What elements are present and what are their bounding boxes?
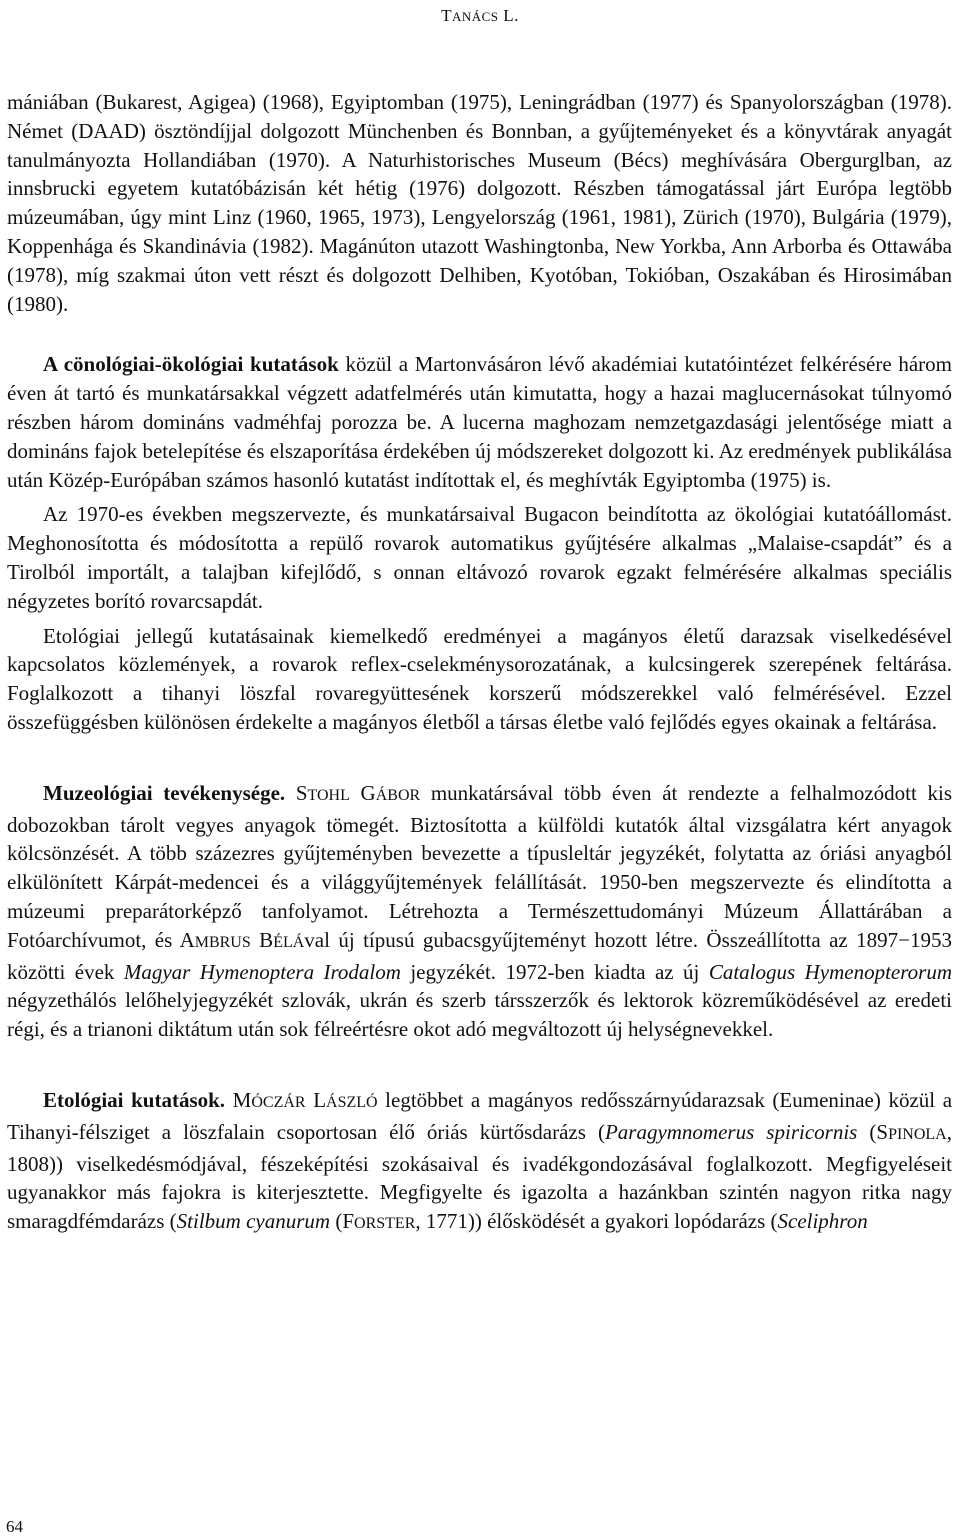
section-heading-museological: Muzeológiai tevékenysége. [43, 780, 286, 805]
paragraph-museological-activity: Muzeológiai tevékenysége. STOHL GÁBOR munkatársával több éven át rendezte a felhalmozódott kis dobozokban tárolt vegyes anyagok tömegét. Biztosította a külföldi kutatók által vizsgálatra kért anyagok kölcsönzését. A több százezres gyűjteményben bevezette a típusleltár jegyzékét, folytatta az óriási anyagból elkülönített Kárpát-medencei és a világgyűjtemények felállítását. 1950-ben megszervezte és elindította a múzeumi preparátorképző tanfolyamot. Létrehozta a Természettudományi Múzeum Állattárában a Fotóarchívumot, és AMBRUS BÉLÁval új típusú gubacsgyűjteményt hozott létre. Összeállította az 1897−1953 közötti évek Magyar Hymenoptera Irodalom jegyzékét. 1972-ben kiadta az új Catalogus Hymenopterorum négyzethálós lelőhelyjegyzékét szlovák, ukrán és szerb társszerzők és lektorok közreműködésével az eredeti régi, és a trianoni diktátum után sok félreértésre okot adó megváltozott új helységnevekkel. [7, 780, 953, 1042]
person-name: AMBRUS BÉLÁ [179, 927, 305, 952]
person-name: STOHL GÁBOR [295, 780, 421, 805]
species-name: Paragymnomerus spiricornis [604, 1119, 858, 1144]
paragraph-ethological-research: Etológiai kutatások. MÓCZÁR LÁSZLÓ legtöbbet a magányos redősszárnyúdarazsak (Eumeninae) közül a Tihanyi-félsziget a löszfalain csoportosan élő óriás kürtősdarázs (Paragymnomerus spiricornis (SPINOLA, 1808)) viselkedésmódjával, fészeképítési szokásaival és ivadékgondozásával foglalkozott. Megfigyeléseit ugyanakkor más fajokra is kiterjesztette. Megfigyelte és igazolta a hazánkban szintén nagyon ritka nagy smaragdfémdarázs (Stilbum cyanurum (FORSTER, 1771)) élősködését a gyakori lopódarázs (Sceliphron [7, 1087, 953, 1234]
paragraph-bugac-station: Az 1970-es években megszervezte, és munkatársaival Bugacon beindította az ökológiai kutatóállomást. Meghonosította és módosította a repülő rovarok automatikus gyűjtésére alkalmas „Malaise-csapdát” és a Tirolból importált, a talajban kifejlődő, s onnan eltávozó rovarok egzakt felmérésére alkalmas speciális négyzetes borító rovarcsapdát. [7, 502, 952, 613]
paragraph-travels: mániában (Bukarest, Agigea) (1968), Egyiptomban (1975), Leningrádban (1977) és Spanyolországban (1978). Német (DAAD) ösztöndíjjal dolgozott Münchenben és Bonnban, a gyűjteményeket és a könyvtárak anyagát tanulmányozta Hollandiában (1970). A Naturhistorisches Museum (Bécs) meghívására Obergurglban, az innsbrucki egyetem kutatóbázisán két hétig (1976) dolgozott. Részben támogatással járt Európa legtöbb múzeumában, úgy mint Linz (1960, 1965, 1973), Lengyelország (1961, 1981), Zürich (1970), Bulgária (1979), Koppenhága és Skandinávia (1982). Magánúton utazott Washingtonba, New Yorkba, Ann Arborba és Ottawába (1978), míg szakmai úton vett részt és dolgozott Delhiben, Kyotóban, Tokióban, Oszakában és Hirosimában (1980). [7, 90, 952, 316]
species-name: Sceliphron [777, 1209, 868, 1234]
header-initial: T [441, 6, 452, 25]
species-name: Stilbum cyanurum [176, 1209, 331, 1234]
author-name: FORSTER [342, 1209, 416, 1234]
paragraph-ethological-results: Etológiai jellegű kutatásainak kiemelkedő eredményei a magányos életű darazsak viselkedésével kapcsolatos közlemények, a rovarok reflex-cselekménysorozatának, a kulcsingerek szerepének feltárása. Foglalkozott a tihanyi löszfal rovaregyüttesének korszerű módszerekkel való felmérésével. Ezzel összefüggésben különösen érdekelte a magányos életből a társas életbe való fejlődés egyes okainak a feltárása. [7, 623, 952, 734]
section-heading-ethological: Etológiai kutatások. [43, 1087, 226, 1112]
section-heading-coenological: A cönológiai-ökológiai kutatások [43, 352, 339, 377]
page-body [7, 88, 952, 1239]
page-number: 64 [6, 1517, 23, 1536]
paragraph-coenological-research [7, 350, 952, 494]
author-name: SPINOLA [876, 1119, 947, 1144]
book-title: Magyar Hymenoptera Irodalom [123, 959, 401, 984]
header-tail: L. [498, 6, 519, 25]
person-name: MÓCZÁR LÁSZLÓ [232, 1087, 378, 1112]
header-rest: ANÁCS [451, 9, 499, 24]
paragraph-text: közül a Martonvásáron lévő akadémiai kutatóintézet felkérésére három éven át tartó és munkatársakkal végzett adatfelmérés után kimutatta, hogy a hazai maglucernásokat túlnyomó részben három domináns vadméhfaj porozza be. A lucerna maghozam nemzetgazdasági jelentősége miatt a domináns fajok betelepítése és elszaporítása érdekében új módszereket dolgozott ki. Az eredmények publikálása után Közép-Európában számos hasonló kutatást indítottak el, és meghívták Egyiptomba (1975) is. [7, 352, 952, 492]
running-header [0, 6, 960, 26]
book-title: Catalogus Hymenopterorum [708, 959, 952, 984]
